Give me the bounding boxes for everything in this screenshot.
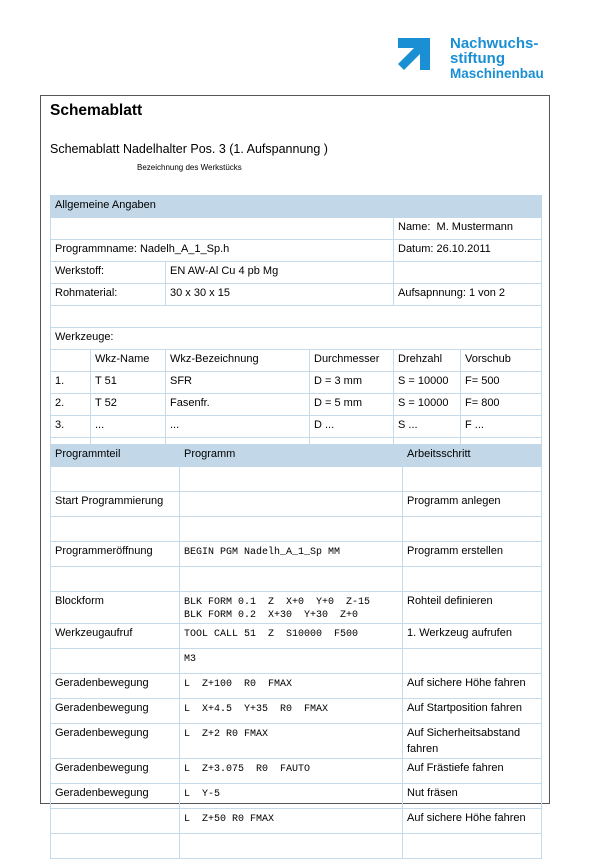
program-header: Programm [180,445,403,467]
general-table [50,195,542,460]
sheet-title: Schemablatt [50,102,143,119]
tool-header: Wkz-Bezeichnung [166,350,310,372]
tool-header: Vorschub [461,350,542,372]
name-cell: Name: M. Mustermann [394,218,542,240]
program-code: L Z+2 R0 FMAX [180,724,403,759]
program-row [51,674,542,699]
program-code: L X+4.5 Y+35 R0 FMAX [180,699,403,724]
sheet-subtitle: Schemablatt Nadelhalter Pos. 3 (1. Aufspannung ) [50,142,328,156]
sheet-frame [40,95,550,825]
program-part [51,834,180,859]
work-step: Auf sichere Höhe fahren [403,809,542,834]
work-step: Programm erstellen [403,542,542,567]
tool-row: 2. T 52 Fasenfr. D = 5 mm S = 10000 F= 800 [51,394,542,416]
program-row [51,517,542,542]
work-step: Auf Frästiefe fahren [403,759,542,784]
program-code: TOOL CALL 51 Z S10000 F500 [180,624,403,649]
program-part: Geradenbewegung [51,699,180,724]
program-table [50,444,542,859]
logo-text: Nachwuchs- stiftung Maschinenbau [450,35,544,81]
program-part: Programmeröffnung [51,542,180,567]
work-step [403,834,542,859]
program-code [180,517,403,542]
program-row [51,567,542,592]
work-step: Auf sichere Höhe fahren [403,674,542,699]
logo-arrow-icon [396,36,442,82]
program-code [180,467,403,492]
program-part [51,467,180,492]
program-part: Geradenbewegung [51,724,180,759]
program-part: Geradenbewegung [51,759,180,784]
program-name: Programmname: Nadelh_A_1_Sp.h [51,240,394,262]
program-row [51,759,542,784]
program-part [51,649,180,674]
program-code: L Z+50 R0 FMAX [180,809,403,834]
program-row [51,699,542,724]
program-code [180,492,403,517]
werkstoff-label: Werkstoff: [51,262,166,284]
program-code: L Z+3.075 R0 FAUTO [180,759,403,784]
work-step [403,567,542,592]
program-code: BLK FORM 0.1 Z X+0 Y+0 Z-15 BLK FORM 0.2 X+30 Y+30 Z+0 [180,592,403,624]
program-code: M3 [180,649,403,674]
program-part: Geradenbewegung [51,674,180,699]
program-row [51,492,542,517]
work-step: Nut fräsen [403,784,542,809]
tools-label: Werkzeuge: [51,328,542,350]
tool-row: 3. ... ... D ... S ... F ... [51,416,542,438]
program-code: L Z+100 R0 FMAX [180,674,403,699]
program-row [51,784,542,809]
program-code [180,567,403,592]
rohmaterial-label: Rohmaterial: [51,284,166,306]
tool-header: Wkz-Name [91,350,166,372]
program-row [51,592,542,624]
program-row [51,467,542,492]
program-part [51,809,180,834]
work-step [403,467,542,492]
program-part: Blockform [51,592,180,624]
work-step: Auf Sicherheitsabstand fahren [403,724,542,759]
work-step: Rohteil definieren [403,592,542,624]
work-step: Auf Startposition fahren [403,699,542,724]
logo [396,36,556,86]
program-row [51,649,542,674]
program-row [51,809,542,834]
date: Datum: 26.10.2011 [394,240,542,262]
program-code: BEGIN PGM Nadelh_A_1_Sp MM [180,542,403,567]
tool-header: Drehzahl [394,350,461,372]
work-step: Programm anlegen [403,492,542,517]
werkstoff-value: EN AW-Al Cu 4 pb Mg [166,262,394,284]
work-step: 1. Werkzeug aufrufen [403,624,542,649]
name-value: M. Mustermann [436,221,513,233]
work-step [403,517,542,542]
tool-header: Durchmesser [310,350,394,372]
aufspannung: Aufsapnnung: 1 von 2 [394,284,542,306]
program-header: Arbeitsschritt [403,445,542,467]
program-part: Start Programmierung [51,492,180,517]
program-header: Programmteil [51,445,180,467]
program-part [51,517,180,542]
workpiece-caption: Bezeichnung des Werkstücks [137,163,242,172]
program-part [51,567,180,592]
program-row [51,724,542,759]
program-row [51,624,542,649]
program-part: Werkzeugaufruf [51,624,180,649]
program-row [51,834,542,859]
work-step [403,649,542,674]
rohmaterial-value: 30 x 30 x 15 [166,284,394,306]
program-code [180,834,403,859]
tool-row: 1. T 51 SFR D = 3 mm S = 10000 F= 500 [51,372,542,394]
program-code: L Y-5 [180,784,403,809]
program-row [51,542,542,567]
program-part: Geradenbewegung [51,784,180,809]
general-header: Allgemeine Angaben [51,196,542,218]
